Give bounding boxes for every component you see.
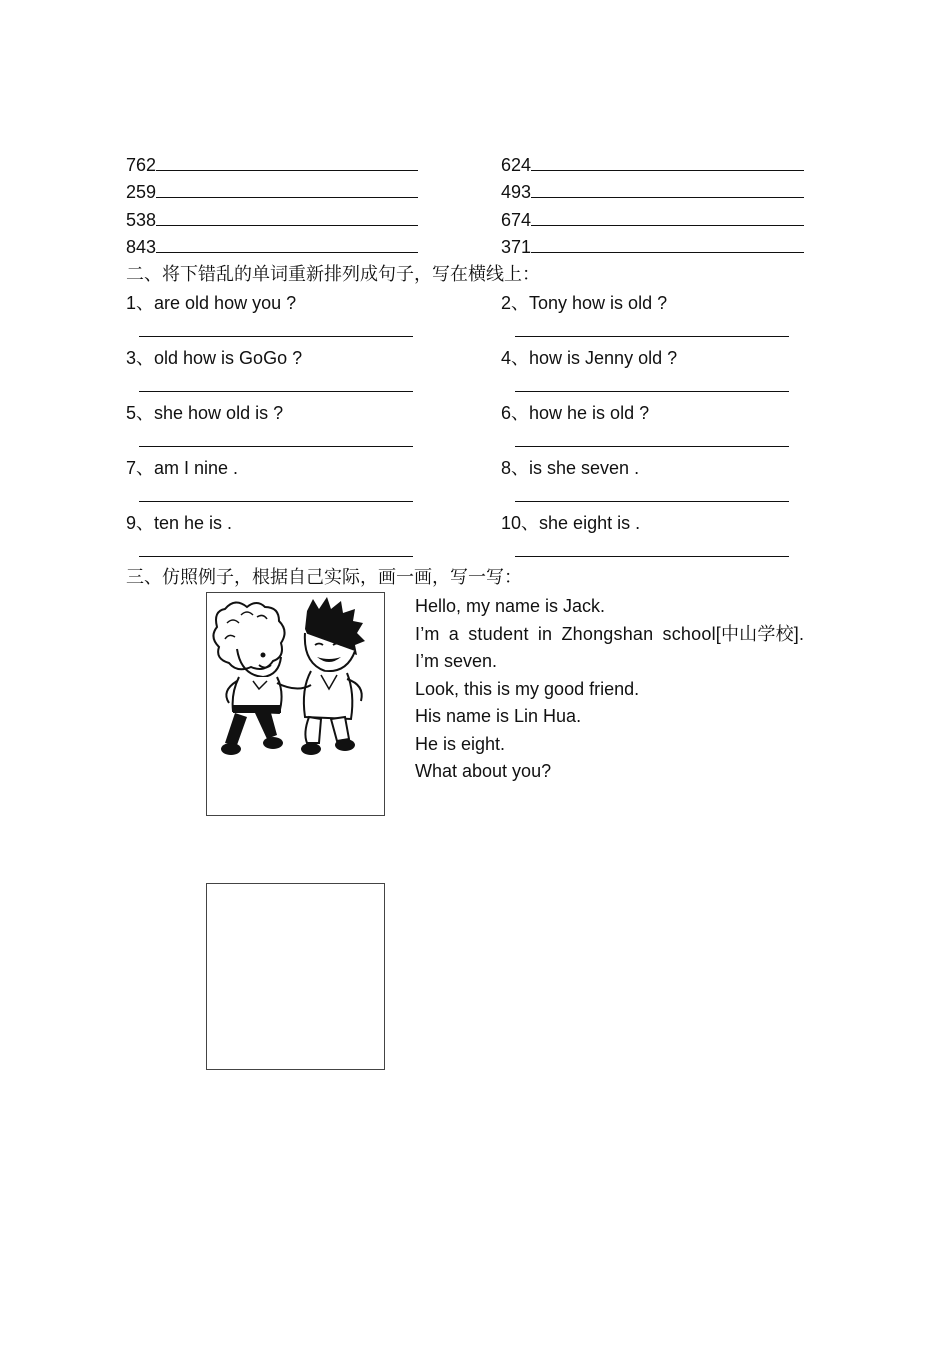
question-number: 9、 — [126, 513, 155, 533]
question-text: old how is GoGo ? — [154, 348, 303, 368]
question-text: are old how you ? — [154, 293, 297, 313]
question-number: 5、 — [126, 403, 155, 423]
question-number: 3、 — [126, 348, 155, 368]
question-item — [501, 400, 649, 426]
question-number: 2、 — [501, 293, 530, 313]
answer-line[interactable] — [139, 501, 413, 502]
answer-line[interactable] — [515, 336, 789, 337]
question-text: how he is old ? — [529, 403, 650, 423]
question-number: 1、 — [126, 293, 155, 313]
answer-blank[interactable] — [531, 206, 804, 226]
number-label: 624 — [501, 155, 532, 175]
question-number: 7、 — [126, 458, 155, 478]
question-text: how is Jenny old ? — [529, 348, 678, 368]
number-item — [501, 206, 804, 232]
example-line: What about you? — [415, 761, 552, 781]
number-label: 674 — [501, 210, 532, 230]
number-label: 493 — [501, 182, 532, 202]
question-number: 10、 — [501, 513, 540, 533]
number-item — [126, 178, 418, 204]
number-item — [126, 151, 418, 177]
answer-line[interactable] — [515, 501, 789, 502]
question-text: she how old is ? — [154, 403, 284, 423]
number-item — [126, 206, 418, 232]
example-paragraph — [415, 593, 809, 786]
number-label: 371 — [501, 237, 532, 257]
answer-blank[interactable] — [531, 178, 804, 198]
number-item — [501, 178, 804, 204]
question-item — [501, 455, 639, 481]
question-number: 6、 — [501, 403, 530, 423]
answer-line[interactable] — [515, 391, 789, 392]
question-item — [501, 290, 667, 316]
drawing-box[interactable] — [206, 883, 385, 1070]
question-item — [126, 400, 283, 426]
answer-line[interactable] — [515, 556, 789, 557]
question-item — [126, 345, 302, 371]
question-number: 4、 — [501, 348, 530, 368]
answer-line[interactable] — [139, 391, 413, 392]
question-item — [501, 345, 677, 371]
answer-line[interactable] — [515, 446, 789, 447]
number-item — [126, 233, 418, 259]
example-line: He is eight. — [415, 733, 506, 754]
question-text: am I nine . — [154, 458, 239, 478]
number-item — [501, 151, 804, 177]
number-label: 538 — [126, 210, 157, 230]
question-item — [126, 510, 232, 536]
number-item — [501, 233, 804, 259]
question-text: she eight is . — [539, 513, 641, 533]
answer-line[interactable] — [139, 336, 413, 337]
example-line: I’m seven. — [415, 651, 498, 671]
question-number: 8、 — [501, 458, 530, 478]
number-label: 259 — [126, 182, 157, 202]
example-line: Hello, my name is Jack. — [415, 596, 606, 616]
answer-blank[interactable] — [531, 233, 804, 253]
question-item — [501, 510, 640, 536]
section3-heading: 三、仿照例子，根据自己实际，画一画，写一写： — [126, 567, 522, 588]
question-text: Tony how is old ? — [529, 293, 668, 313]
answer-blank[interactable] — [156, 233, 418, 253]
answer-line[interactable] — [139, 556, 413, 557]
example-line: I’m a student in Zhongshan school[中山学校]. — [415, 623, 805, 644]
answer-blank[interactable] — [531, 151, 804, 171]
question-item — [126, 290, 296, 316]
answer-blank[interactable] — [156, 206, 418, 226]
number-label: 843 — [126, 237, 157, 257]
answer-blank[interactable] — [156, 151, 418, 171]
question-text: ten he is . — [154, 513, 233, 533]
example-picture-box — [206, 592, 385, 816]
example-line: Look, this is my good friend. — [415, 678, 640, 699]
two-boys-friends-illustration — [207, 593, 384, 815]
question-text: is she seven . — [529, 458, 640, 478]
section2-heading: 二、将下错乱的单词重新排列成句子，写在横线上： — [126, 264, 540, 285]
example-line: His name is Lin Hua. — [415, 706, 582, 726]
question-item — [126, 455, 238, 481]
number-label: 762 — [126, 155, 157, 175]
answer-blank[interactable] — [156, 178, 418, 198]
answer-line[interactable] — [139, 446, 413, 447]
